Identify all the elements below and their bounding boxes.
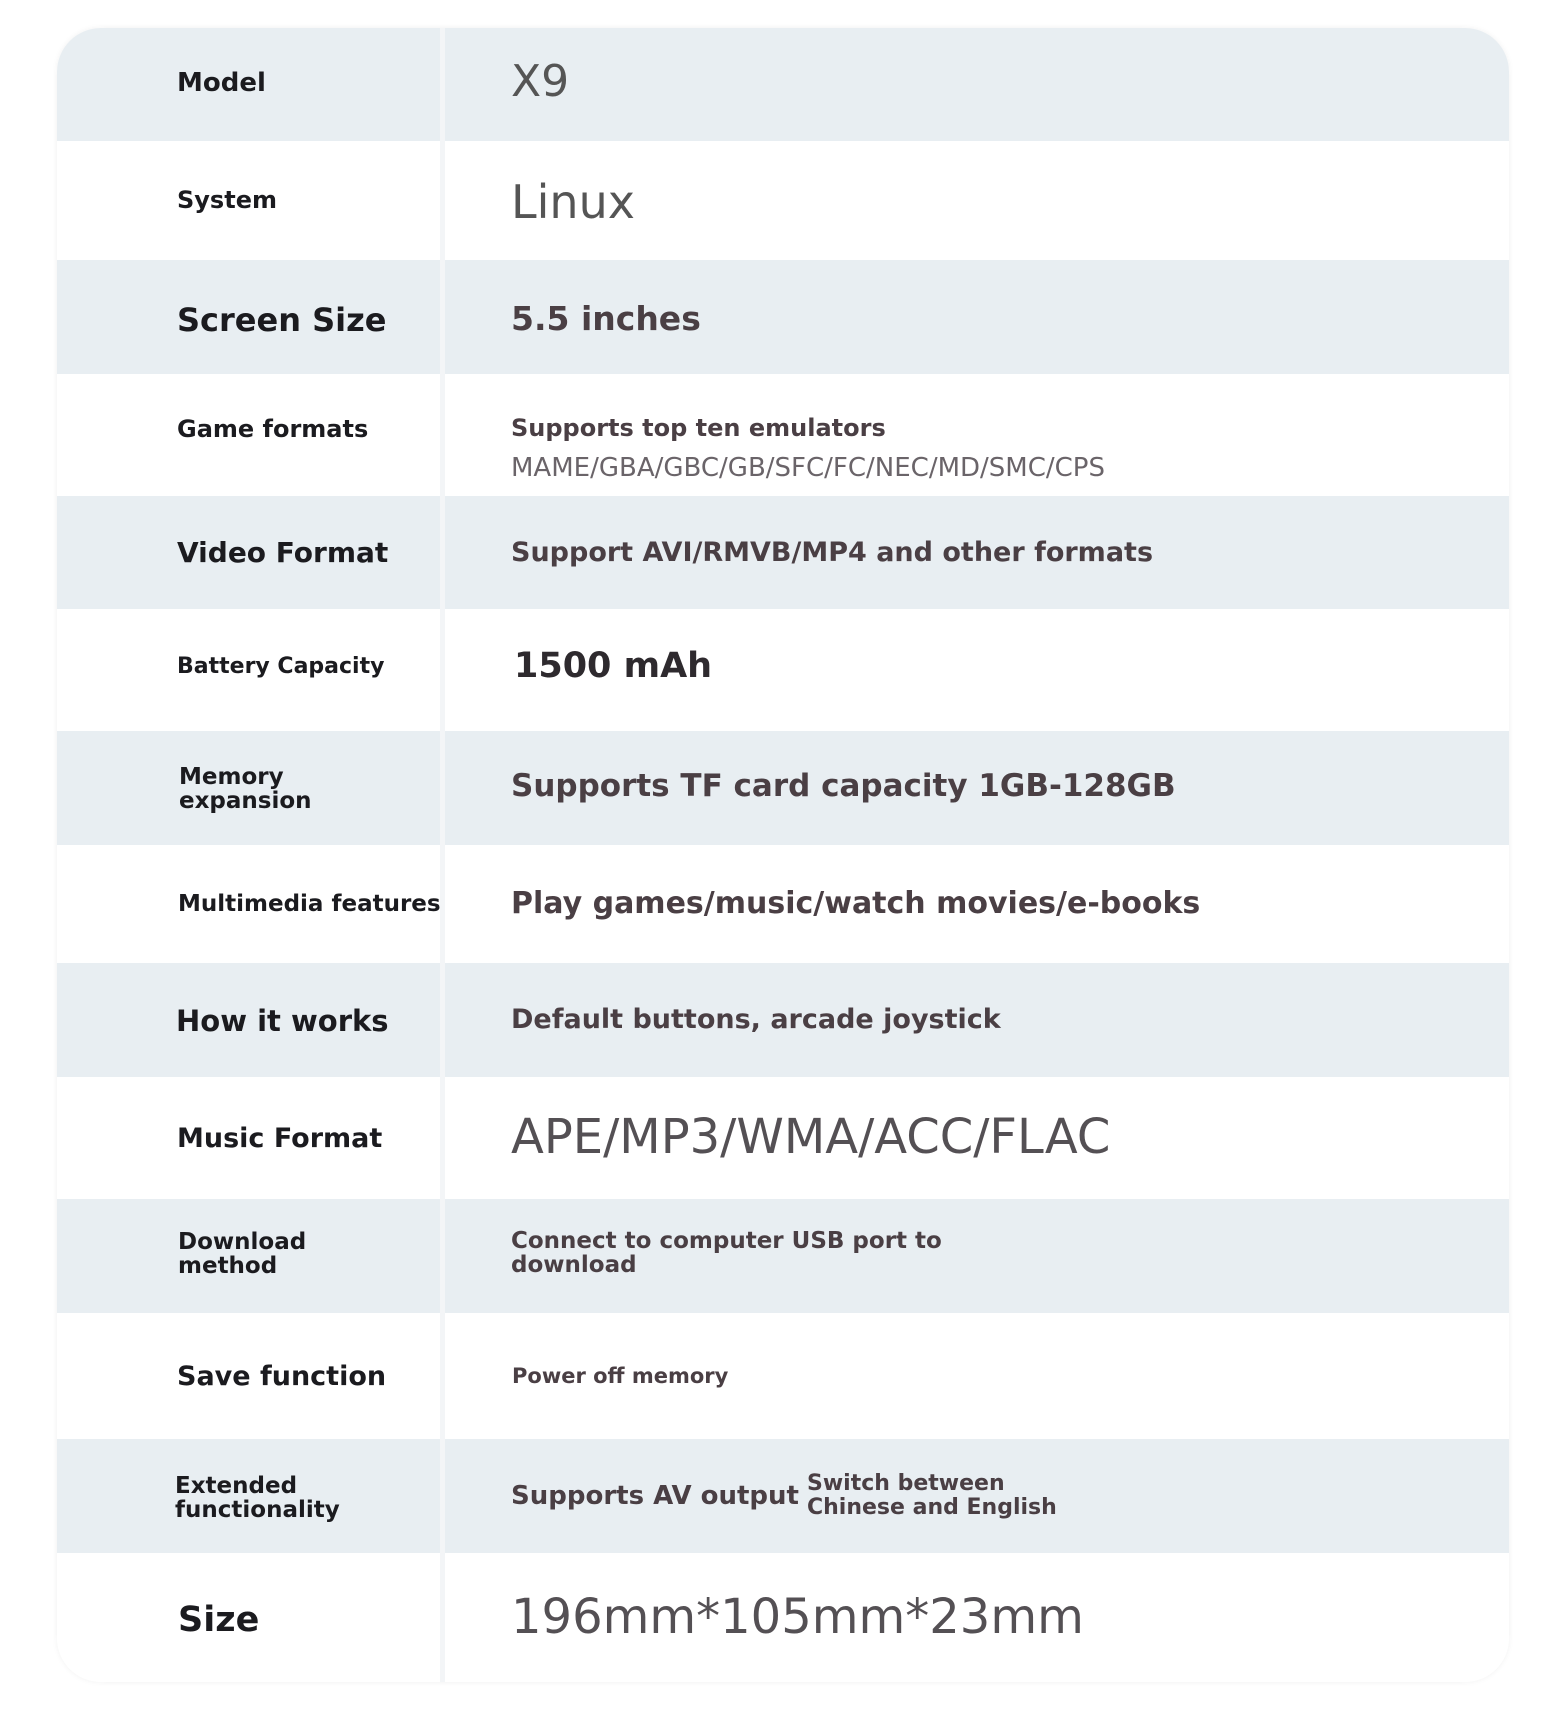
- value-cell: [445, 845, 1509, 963]
- spec-label-line1: Memory: [179, 764, 284, 790]
- spec-row-battery-capacity: [57, 609, 1509, 731]
- spec-value-b-line1: Switch between: [807, 1471, 1005, 1496]
- spec-label: Video Format: [177, 536, 389, 569]
- spec-value: X9: [511, 56, 570, 107]
- spec-row-model: [57, 28, 1509, 141]
- spec-label-line1: Extended: [175, 1473, 298, 1499]
- value-cell: [445, 731, 1509, 845]
- spec-row-music-format: [57, 1077, 1509, 1199]
- spec-label: Music Format: [177, 1123, 383, 1154]
- label-cell: [57, 1199, 445, 1313]
- spec-value-a: Supports AV output: [511, 1481, 799, 1511]
- label-cell: [57, 1313, 445, 1439]
- spec-row-game-formats: [57, 374, 1509, 496]
- spec-row-multimedia-features: [57, 845, 1509, 963]
- label-cell: [57, 374, 445, 496]
- spec-label: Game formats: [177, 415, 369, 443]
- spec-value: Linux: [511, 175, 635, 229]
- spec-value: Default buttons, arcade joystick: [511, 1004, 1001, 1035]
- value-cell: [445, 963, 1509, 1077]
- label-cell: [57, 260, 445, 374]
- spec-row-download-method: [57, 1199, 1509, 1313]
- spec-label: System: [177, 186, 277, 214]
- spec-label-line2: method: [178, 1253, 278, 1279]
- spec-label: Multimedia features: [178, 891, 441, 917]
- label-cell: [57, 609, 445, 731]
- spec-label: Size: [178, 1600, 260, 1640]
- spec-row-size: [57, 1553, 1509, 1682]
- label-cell: [57, 845, 445, 963]
- label-cell: [57, 963, 445, 1077]
- spec-table: [57, 28, 1509, 1682]
- spec-label-line1: Download: [178, 1229, 307, 1255]
- spec-value: 1500 mAh: [514, 646, 713, 686]
- spec-value-line2: MAME/GBA/GBC/GB/SFC/FC/NEC/MD/SMC/CPS: [511, 453, 1105, 483]
- spec-row-how-it-works: [57, 963, 1509, 1077]
- value-cell: [445, 28, 1509, 141]
- spec-value: 5.5 inches: [511, 299, 701, 338]
- spec-value: Power off memory: [512, 1364, 729, 1388]
- value-cell: [445, 1077, 1509, 1199]
- spec-value-line1: Connect to computer USB port to: [511, 1228, 942, 1254]
- spec-value-line1: Supports top ten emulators: [511, 414, 886, 442]
- label-cell: [57, 1439, 445, 1553]
- label-cell: [57, 496, 445, 609]
- spec-value: Play games/music/watch movies/e-books: [511, 886, 1201, 921]
- value-cell: [445, 496, 1509, 609]
- spec-label: Save function: [177, 1361, 387, 1392]
- value-cell: [445, 1553, 1509, 1682]
- spec-value: Supports TF card capacity 1GB-128GB: [511, 768, 1176, 804]
- spec-row-video-format: [57, 496, 1509, 609]
- spec-row-screen-size: [57, 260, 1509, 374]
- spec-row-system: [57, 141, 1509, 260]
- spec-label-line2: expansion: [179, 788, 312, 814]
- spec-value-line2: download: [511, 1252, 637, 1278]
- value-cell: [445, 1313, 1509, 1439]
- value-cell: [445, 1199, 1509, 1313]
- value-cell: [445, 609, 1509, 731]
- spec-label: How it works: [176, 1004, 389, 1038]
- label-cell: [57, 1077, 445, 1199]
- spec-label-line2: functionality: [175, 1497, 340, 1523]
- value-cell: [445, 141, 1509, 260]
- value-cell: [445, 260, 1509, 374]
- label-cell: [57, 28, 445, 141]
- spec-value: Support AVI/RMVB/MP4 and other formats: [511, 537, 1154, 568]
- spec-value: APE/MP3/WMA/ACC/FLAC: [511, 1109, 1111, 1165]
- value-cell: [445, 1439, 1509, 1553]
- label-cell: [57, 731, 445, 845]
- value-cell: [445, 374, 1509, 496]
- spec-row-memory-expansion: [57, 731, 1509, 845]
- spec-value-b-line2: Chinese and English: [807, 1495, 1057, 1520]
- label-cell: [57, 141, 445, 260]
- spec-row-extended-functionality: [57, 1439, 1509, 1553]
- spec-label: Screen Size: [177, 301, 387, 339]
- spec-label: Battery Capacity: [177, 654, 385, 679]
- label-cell: [57, 1553, 445, 1682]
- spec-value: 196mm*105mm*23mm: [511, 1589, 1084, 1645]
- spec-label: Model: [177, 68, 266, 98]
- spec-row-save-function: [57, 1313, 1509, 1439]
